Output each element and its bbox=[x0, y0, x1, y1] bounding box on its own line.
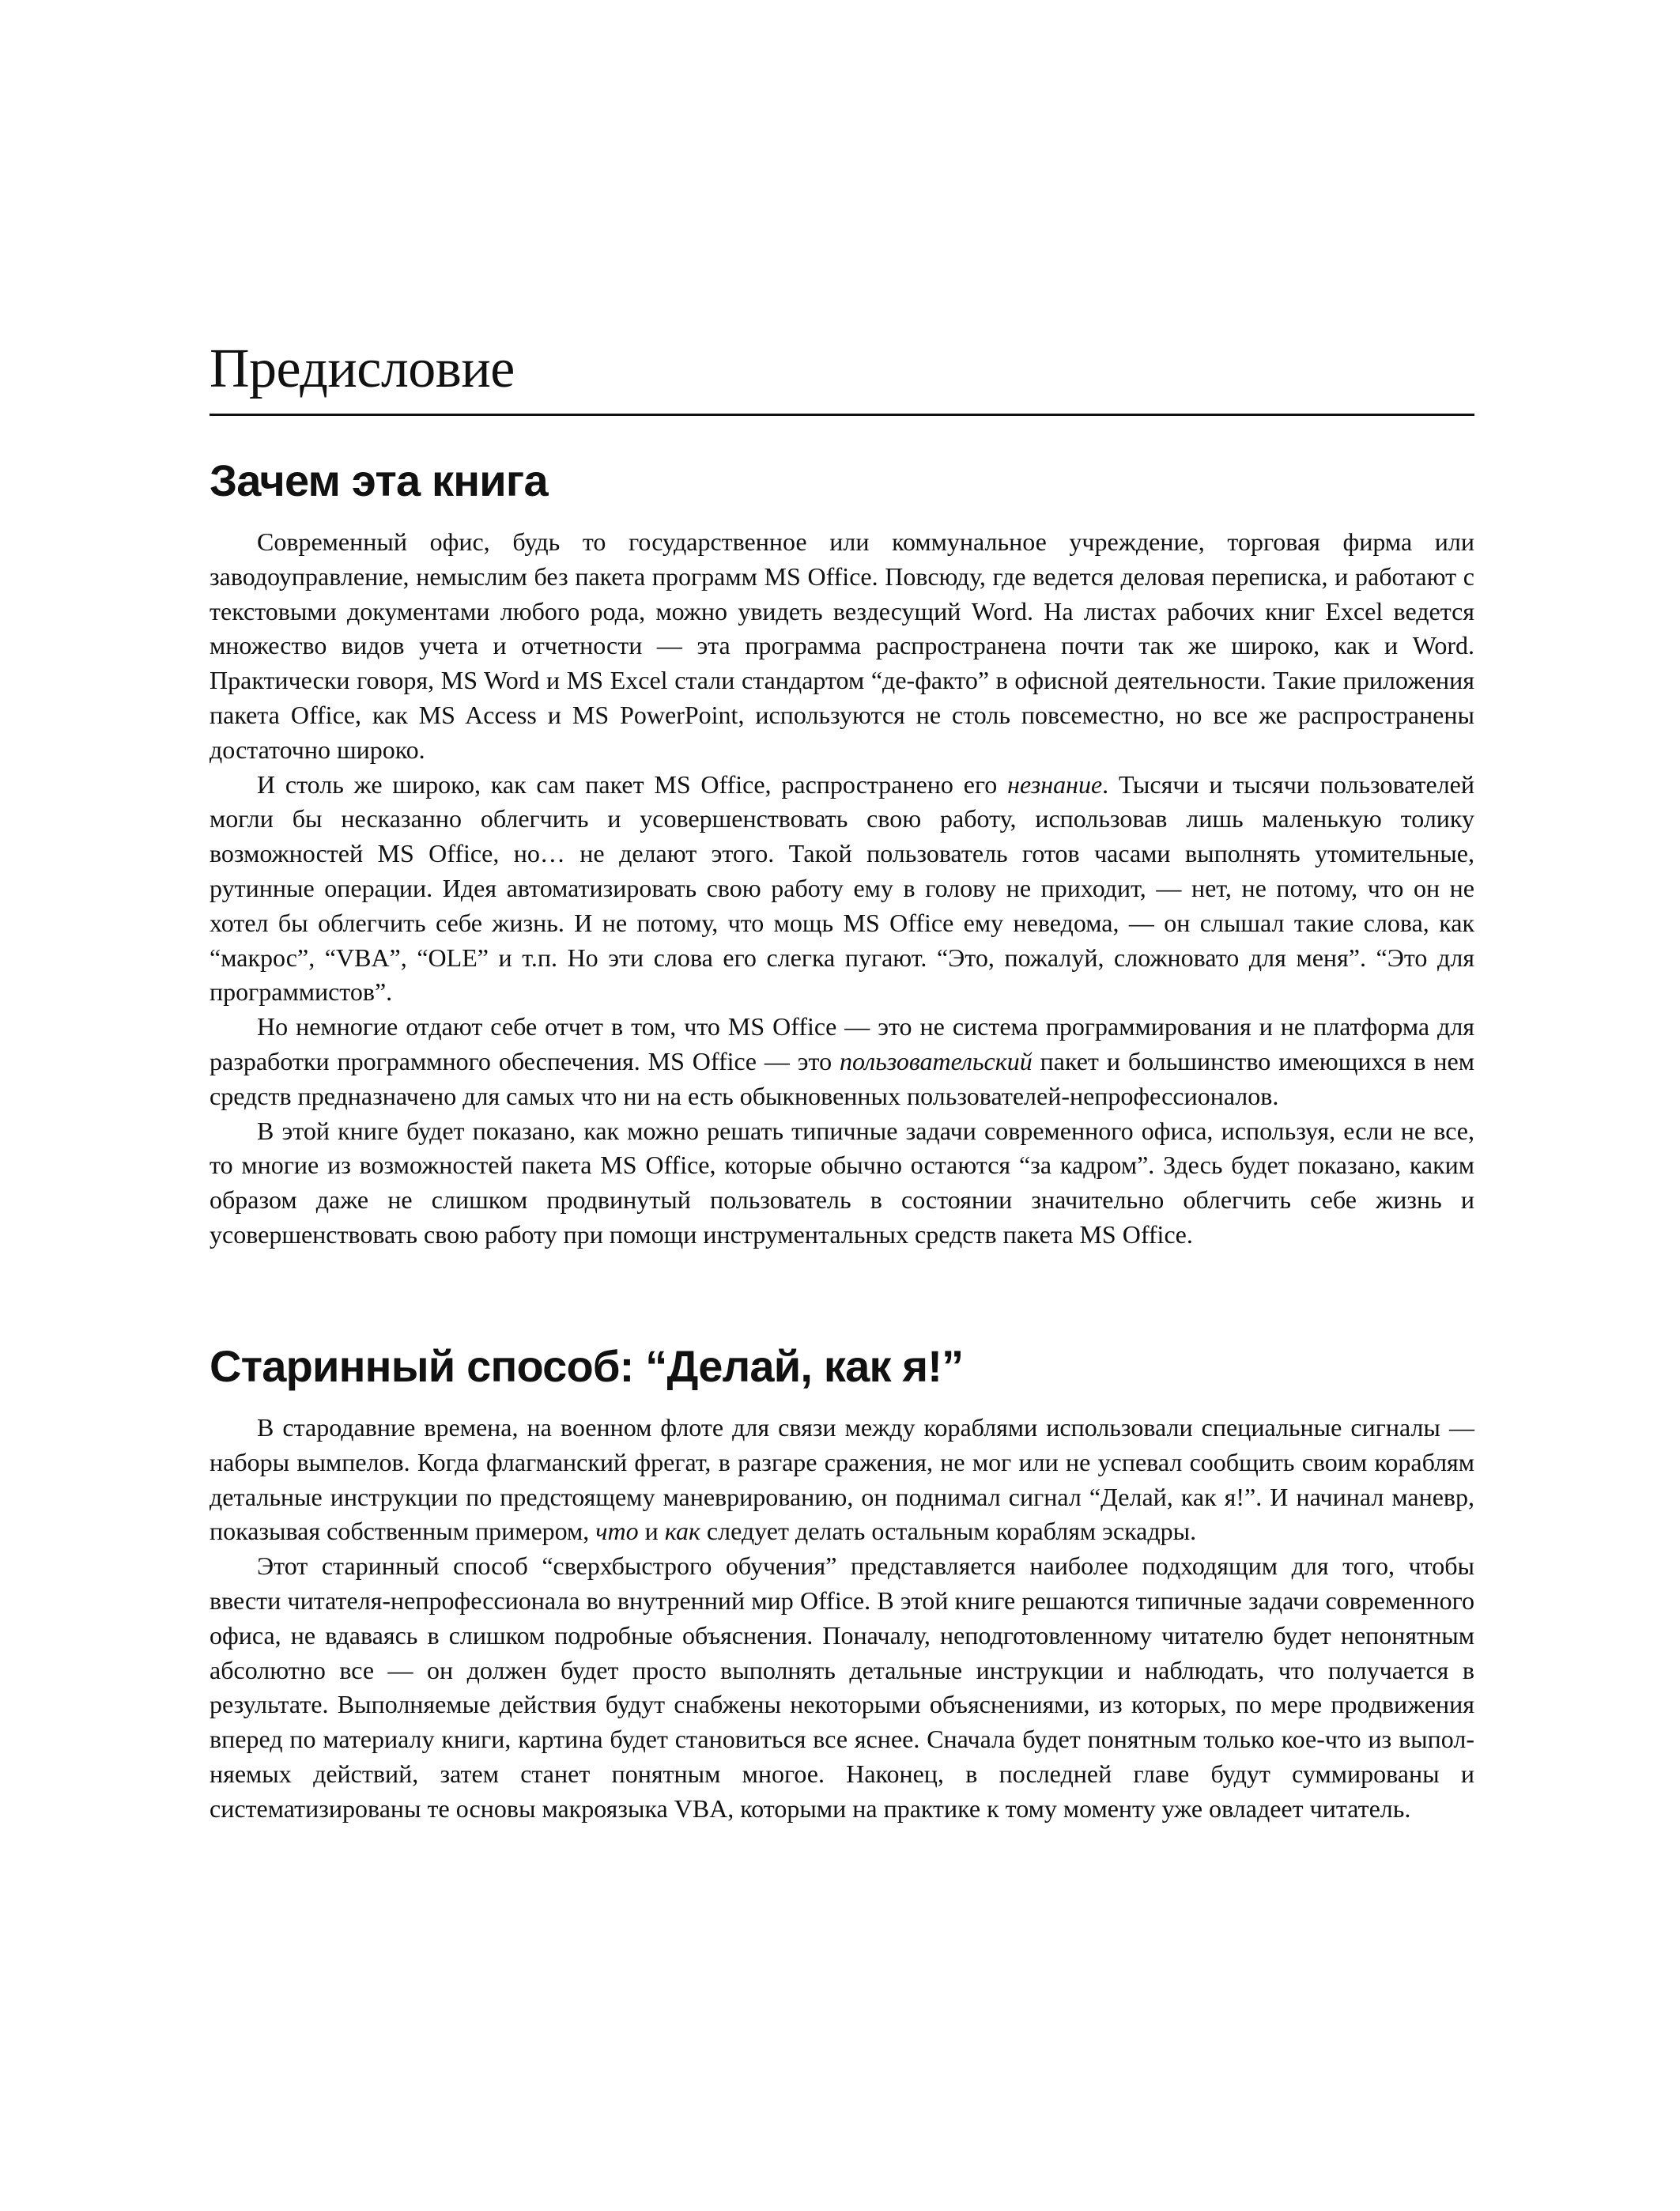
emphasis-text: незнание bbox=[1007, 769, 1103, 799]
emphasis-text: пользовательский bbox=[840, 1046, 1033, 1075]
paragraph: В этой книге будет показано, как можно решать типичные задачи современного офиса, используя, если не все, то многие из возможностей пакета MS Office, которые обычно остаются “за кадром”. Здесь будет показано, каким образом даже не слишком продвинутый пользователь в состоянии значительно облегчить себе жизнь и усовершенствовать свою работу при помощи инструментальных средств пакета MS Office. bbox=[210, 1116, 1474, 1249]
section-old-method bbox=[210, 1338, 1474, 1827]
paragraph: Но немногие отдают себе отчет в том, что MS Office — это не система программирования и не платформа для разработки программного обеспечения. MS Office — это пользовательский пакет и большинство имеющихся в нем средств предназначено для самых что ни на есть обыкновенных пользователей-непрофессионалов. bbox=[210, 1012, 1475, 1110]
chapter-title-rule bbox=[210, 414, 1474, 416]
paragraph: Современный офис, будь то государственное или коммунальное учреждение, торговая фирма или заводоуправление, немыслим без пакета программ MS Office. Повсюду, где ведется деловая переписка, и работают с текстовыми документами любого рода, можно увидеть вездесущий Word. На листах рабочих книг Excel ведется множество видов учета и отчетности — эта программа распространена почти так же широко, как и Word. Практически говоря, MS Word и MS Excel стали стандартом “де-факто” в офисной деятельности. Такие приложения пакета Office, как MS Access и MS PowerPoint, используются не столь повсеместно, но все же распространены достаточно широко. bbox=[210, 527, 1474, 764]
emphasis-text: что bbox=[595, 1517, 639, 1546]
paragraph: В стародавние времена, на военном флоте для связи между кораблями использовали специальные сигналы — наборы вымпелов. Когда флагманский фрегат, в разгаре сражения, не мог или не успевал сообщить своим кораблям детальные инструкции по предстоящему маневрированию, он поднимал сигнал “Делай, как я!”. И начинал маневр, показывая собственным примером, что и как следует делать остальным кораблям эскадры. bbox=[210, 1413, 1474, 1546]
paragraph: Этот старинный способ “сверхбыстрого обучения” представляется наиболее подходящим для того, чтобы ввести читателя-непрофессионала во внутренний мир Office. В этой книге решаются типичные задачи современного офиса, не вдаваясь в слишком подробные объяснения. Поначалу, неподготовленному читателю будет непонятным абсолютно все — он должен будет просто выполнять детальные инструкции и наблюдать, что получается в результате. Выполняемые действия будут снабжены некоторыми объяснениями, из которых, по мере продвижения вперед по материалу книги, картина будет становиться все яснее. Сначала будет понятным только кое-что из выполняемых действий, затем станет понятным многое. Наконец, в последней главе будут суммированы и систематизированы те основы макроязыка VBA, которыми на практике к тому моменту уже овладеет читатель. bbox=[210, 1551, 1474, 1823]
emphasis-text: как bbox=[664, 1517, 700, 1546]
paragraph: И столь же широко, как сам пакет MS Office, распространено его незнание. Тысячи и тысячи пользователей могли бы несказанно облегчить и усовершенствовать свою работу, использовав лишь маленькую толику возможностей MS Office, но… не делают этого. Такой пользователь готов часами выполнять утомительные, рутинные операции. Идея автоматизировать свою работу ему в голову не приходит, — нет, не потому, что он не хотел бы облегчить себе жизнь. И не потому, что мощь MS Office ему неведома, — он слышал такие слова, как “макрос”, “VBA”, “OLE” и т.п. Но эти слова его слегка пугают. “Это, пожалуй, сложновато для меня”. “Это для программистов”. bbox=[210, 769, 1475, 1007]
section-why-this-book bbox=[210, 452, 1474, 1253]
section-heading: Старинный способ: “Делай, как я!” bbox=[210, 1341, 964, 1391]
section-heading: Зачем эта книга bbox=[210, 455, 548, 505]
chapter-title: Предисловие bbox=[210, 338, 515, 399]
